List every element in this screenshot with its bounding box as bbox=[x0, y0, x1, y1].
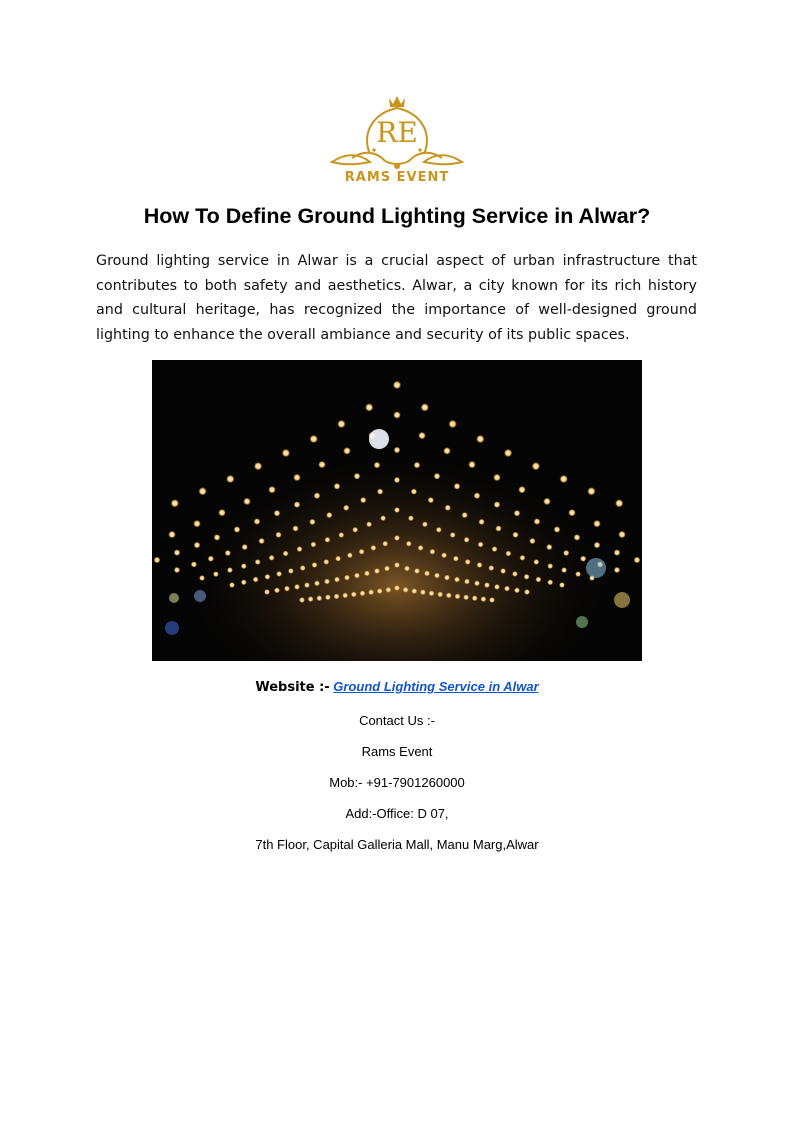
light-bulb bbox=[370, 545, 376, 551]
light-bulb bbox=[343, 505, 349, 511]
light-bulb bbox=[382, 541, 388, 547]
light-bulb bbox=[154, 557, 161, 564]
light-bulb bbox=[193, 520, 201, 528]
light-bulb bbox=[408, 515, 414, 521]
light-bulb bbox=[494, 501, 501, 508]
light-bulb bbox=[310, 435, 318, 443]
light-bulb bbox=[384, 566, 390, 572]
light-bulb bbox=[403, 587, 409, 593]
light-bulb bbox=[428, 497, 434, 503]
light-bulb bbox=[385, 587, 391, 593]
light-bulb bbox=[276, 571, 282, 577]
light-bulb bbox=[174, 567, 180, 573]
page-title: How To Define Ground Lighting Service in Alwar? bbox=[143, 204, 651, 228]
logo-monogram: RE bbox=[376, 116, 418, 149]
website-line bbox=[0, 679, 794, 695]
light-bulb bbox=[472, 595, 478, 601]
light-bulb bbox=[478, 519, 484, 525]
light-bulb bbox=[450, 532, 456, 538]
light-bulb bbox=[533, 559, 539, 565]
light-bulb bbox=[308, 596, 314, 602]
light-bulb bbox=[448, 420, 456, 428]
light-bulb bbox=[288, 568, 294, 574]
light-bulb bbox=[504, 449, 512, 457]
light-bulb bbox=[352, 527, 358, 533]
light-bulb bbox=[478, 542, 484, 548]
light-bulb bbox=[434, 573, 440, 579]
light-bulb bbox=[634, 557, 641, 564]
light-bulb bbox=[559, 582, 565, 588]
light-bulb bbox=[512, 532, 518, 538]
light-bulb bbox=[360, 497, 366, 503]
light-bulb bbox=[411, 588, 417, 594]
light-bulb bbox=[264, 574, 270, 580]
light-bulb bbox=[524, 589, 530, 595]
light-bulb bbox=[580, 556, 586, 562]
light-bulb bbox=[324, 579, 330, 585]
light-bulb bbox=[512, 571, 518, 577]
light-bulb bbox=[406, 541, 412, 547]
light-bulb bbox=[294, 584, 300, 590]
light-bulb bbox=[524, 574, 530, 580]
light-bulb bbox=[443, 447, 451, 455]
light-bulb bbox=[480, 596, 486, 602]
light-bulb bbox=[436, 527, 442, 533]
address-line-1: Add:-Office: D 07, bbox=[345, 806, 449, 821]
address-line-2: 7th Floor, Capital Galleria Mall, Manu Marg,Alwar bbox=[255, 837, 539, 852]
light-bulb bbox=[338, 532, 344, 538]
light-bulb bbox=[462, 512, 468, 518]
light-bulb bbox=[254, 462, 262, 470]
light-bulb bbox=[377, 488, 383, 494]
light-bulb bbox=[253, 577, 259, 583]
light-bulb bbox=[529, 538, 535, 544]
light-bulb bbox=[394, 562, 400, 568]
light-bulb bbox=[225, 550, 231, 556]
light-bulb bbox=[543, 498, 551, 506]
light-bulb bbox=[334, 483, 341, 490]
light-bulb bbox=[347, 552, 353, 558]
light-bulb bbox=[316, 595, 322, 601]
light-bulb bbox=[335, 556, 341, 562]
light-bulb bbox=[342, 592, 348, 598]
light-bulb bbox=[394, 535, 400, 541]
light-bulb bbox=[274, 510, 281, 517]
light-bulb bbox=[568, 509, 576, 517]
light-bulb bbox=[199, 575, 205, 581]
light-bulb bbox=[258, 538, 264, 544]
light-bulb bbox=[489, 597, 495, 603]
light-bulb bbox=[312, 562, 318, 568]
light-bulb bbox=[337, 420, 345, 428]
light-bulb bbox=[514, 510, 521, 517]
light-bulb bbox=[404, 566, 410, 572]
light-bulb bbox=[241, 563, 247, 569]
light-bulb bbox=[374, 462, 381, 469]
light-bulb bbox=[243, 498, 251, 506]
light-bulb bbox=[254, 518, 261, 525]
light-bulb bbox=[464, 579, 470, 585]
light-bulb bbox=[411, 488, 417, 494]
light-bulb bbox=[314, 580, 320, 586]
light-bulb bbox=[343, 447, 351, 455]
light-bulb bbox=[437, 591, 443, 597]
light-bulb bbox=[474, 492, 481, 499]
light-bulb bbox=[554, 526, 561, 533]
light-bulb bbox=[304, 582, 310, 588]
light-bulb bbox=[191, 561, 197, 567]
light-bulb bbox=[495, 525, 501, 531]
light-bulb bbox=[424, 570, 430, 576]
light-bulb bbox=[615, 499, 623, 507]
light-bulb bbox=[368, 589, 374, 595]
light-bulb bbox=[310, 542, 316, 548]
light-bulb bbox=[366, 521, 372, 527]
light-bulb bbox=[468, 461, 476, 469]
light-bulb bbox=[309, 519, 315, 525]
light-bulb bbox=[334, 577, 340, 583]
light-bulb bbox=[519, 555, 525, 561]
light-bulb bbox=[560, 475, 568, 483]
light-bulb bbox=[614, 567, 620, 573]
light-bulb bbox=[282, 449, 290, 457]
light-bulb bbox=[171, 499, 179, 507]
light-bulb bbox=[326, 512, 332, 518]
light-bulb bbox=[218, 509, 226, 517]
light-bulb bbox=[429, 549, 435, 555]
light-bulb bbox=[274, 587, 280, 593]
light-bulb bbox=[334, 593, 340, 599]
light-bulb bbox=[429, 590, 435, 596]
light-bulb bbox=[354, 473, 361, 480]
light-bulb bbox=[229, 582, 235, 588]
light-bulb bbox=[535, 577, 541, 583]
light-bulb bbox=[422, 521, 428, 527]
light-bulb bbox=[441, 552, 447, 558]
light-bulb bbox=[299, 597, 305, 603]
light-bulb bbox=[418, 545, 424, 551]
light-bulb bbox=[477, 562, 483, 568]
light-bulb bbox=[614, 549, 621, 556]
light-bulb bbox=[414, 462, 421, 469]
light-bulb bbox=[446, 592, 452, 598]
light-bulb bbox=[275, 532, 281, 538]
light-bulb bbox=[283, 551, 289, 557]
light-bulb bbox=[364, 570, 370, 576]
mobile-number: Mob:- +91-7901260000 bbox=[329, 775, 465, 790]
light-bulb bbox=[394, 507, 400, 513]
company-name: Rams Event bbox=[361, 744, 433, 759]
light-bulb bbox=[465, 559, 471, 565]
light-bulb bbox=[208, 556, 214, 562]
light-bulb bbox=[168, 531, 176, 539]
light-bulb bbox=[575, 571, 581, 577]
light-bulb bbox=[394, 477, 400, 483]
light-bulb bbox=[454, 577, 460, 583]
light-bulb bbox=[284, 586, 290, 592]
light-bulb bbox=[351, 591, 357, 597]
light-bulb bbox=[318, 461, 326, 469]
light-bulb bbox=[234, 526, 241, 533]
light-bulb bbox=[293, 474, 301, 482]
contact-heading: Contact Us :- bbox=[359, 713, 435, 728]
light-bulb bbox=[445, 505, 451, 511]
light-bulb bbox=[455, 593, 461, 599]
light-bulb bbox=[314, 492, 321, 499]
light-bulb bbox=[292, 525, 298, 531]
light-bulb bbox=[323, 559, 329, 565]
light-bulb bbox=[574, 534, 581, 541]
light-bulb bbox=[227, 567, 233, 573]
light-bulb bbox=[297, 546, 303, 552]
light-bulb bbox=[294, 501, 301, 508]
light-bulb bbox=[547, 563, 553, 569]
light-bulb bbox=[454, 483, 461, 490]
light-bulb bbox=[587, 487, 595, 495]
light-bulb bbox=[354, 573, 360, 579]
light-bulb bbox=[394, 447, 401, 454]
light-bulb bbox=[534, 518, 541, 525]
light-bulb bbox=[264, 589, 270, 595]
light-bulb bbox=[463, 594, 469, 600]
light-bulb bbox=[493, 474, 501, 482]
light-bulb bbox=[500, 568, 506, 574]
light-bulb bbox=[213, 571, 219, 577]
intro-paragraph: Ground lighting service in Alwar is a crucial aspect of urban infrastructure that contributes to both safety and aesthetics. Alwar, a city known for its rich history and cultural heritage, has recognized the importance of well-designed ground lighting to enhance the overall ambiance and security of its public spaces. bbox=[96, 253, 697, 343]
light-bulb bbox=[593, 520, 601, 528]
ground-lighting-photo bbox=[152, 360, 642, 661]
light-bulb bbox=[393, 411, 401, 419]
light-bulb bbox=[434, 473, 441, 480]
website-label: Website :- bbox=[255, 680, 330, 695]
light-bulb bbox=[563, 550, 569, 556]
light-bulb bbox=[359, 549, 365, 555]
light-bulb bbox=[505, 551, 511, 557]
light-bulb bbox=[484, 582, 490, 588]
light-bulb bbox=[377, 588, 383, 594]
light-bulb bbox=[255, 559, 261, 565]
light-bulb bbox=[420, 589, 426, 595]
light-bulb bbox=[380, 515, 386, 521]
light-bulb bbox=[494, 584, 500, 590]
light-bulb bbox=[474, 580, 480, 586]
light-bulb bbox=[453, 556, 459, 562]
logo-wordmark: RAMS EVENT bbox=[344, 170, 450, 185]
light-bulb bbox=[226, 475, 234, 483]
light-bulb bbox=[268, 486, 276, 494]
light-bulb bbox=[476, 435, 484, 443]
light-bulb bbox=[198, 487, 206, 495]
light-bulb bbox=[374, 568, 380, 574]
website-link[interactable]: Ground Lighting Service in Alwar bbox=[333, 679, 539, 694]
light-bulb bbox=[418, 432, 426, 440]
light-bulb bbox=[324, 537, 330, 543]
light-bulb bbox=[488, 565, 494, 571]
light-bulb bbox=[561, 567, 567, 573]
light-bulb bbox=[546, 544, 552, 550]
light-bulb bbox=[194, 542, 201, 549]
light-bulb bbox=[241, 579, 247, 585]
light-bulb bbox=[344, 575, 350, 581]
light-bulb bbox=[214, 534, 221, 541]
light-bulb bbox=[618, 531, 626, 539]
light-bulb bbox=[174, 549, 181, 556]
light-bulb bbox=[394, 585, 400, 591]
light-bulb bbox=[547, 579, 553, 585]
light-bulb bbox=[365, 403, 373, 411]
light-bulb bbox=[594, 542, 601, 549]
light-bulb bbox=[325, 594, 331, 600]
light-bulb bbox=[504, 586, 510, 592]
light-bulb bbox=[492, 546, 498, 552]
light-bulb bbox=[242, 544, 248, 550]
light-bulb bbox=[444, 575, 450, 581]
light-bulb bbox=[269, 555, 275, 561]
light-bulb bbox=[514, 587, 520, 593]
light-bulb bbox=[464, 537, 470, 543]
light-bulb bbox=[532, 462, 540, 470]
light-bulb bbox=[393, 381, 401, 389]
light-bulb bbox=[421, 403, 429, 411]
light-bulb bbox=[518, 486, 526, 494]
light-bulb bbox=[360, 590, 366, 596]
light-bulb bbox=[300, 565, 306, 571]
light-bulb bbox=[414, 568, 420, 574]
